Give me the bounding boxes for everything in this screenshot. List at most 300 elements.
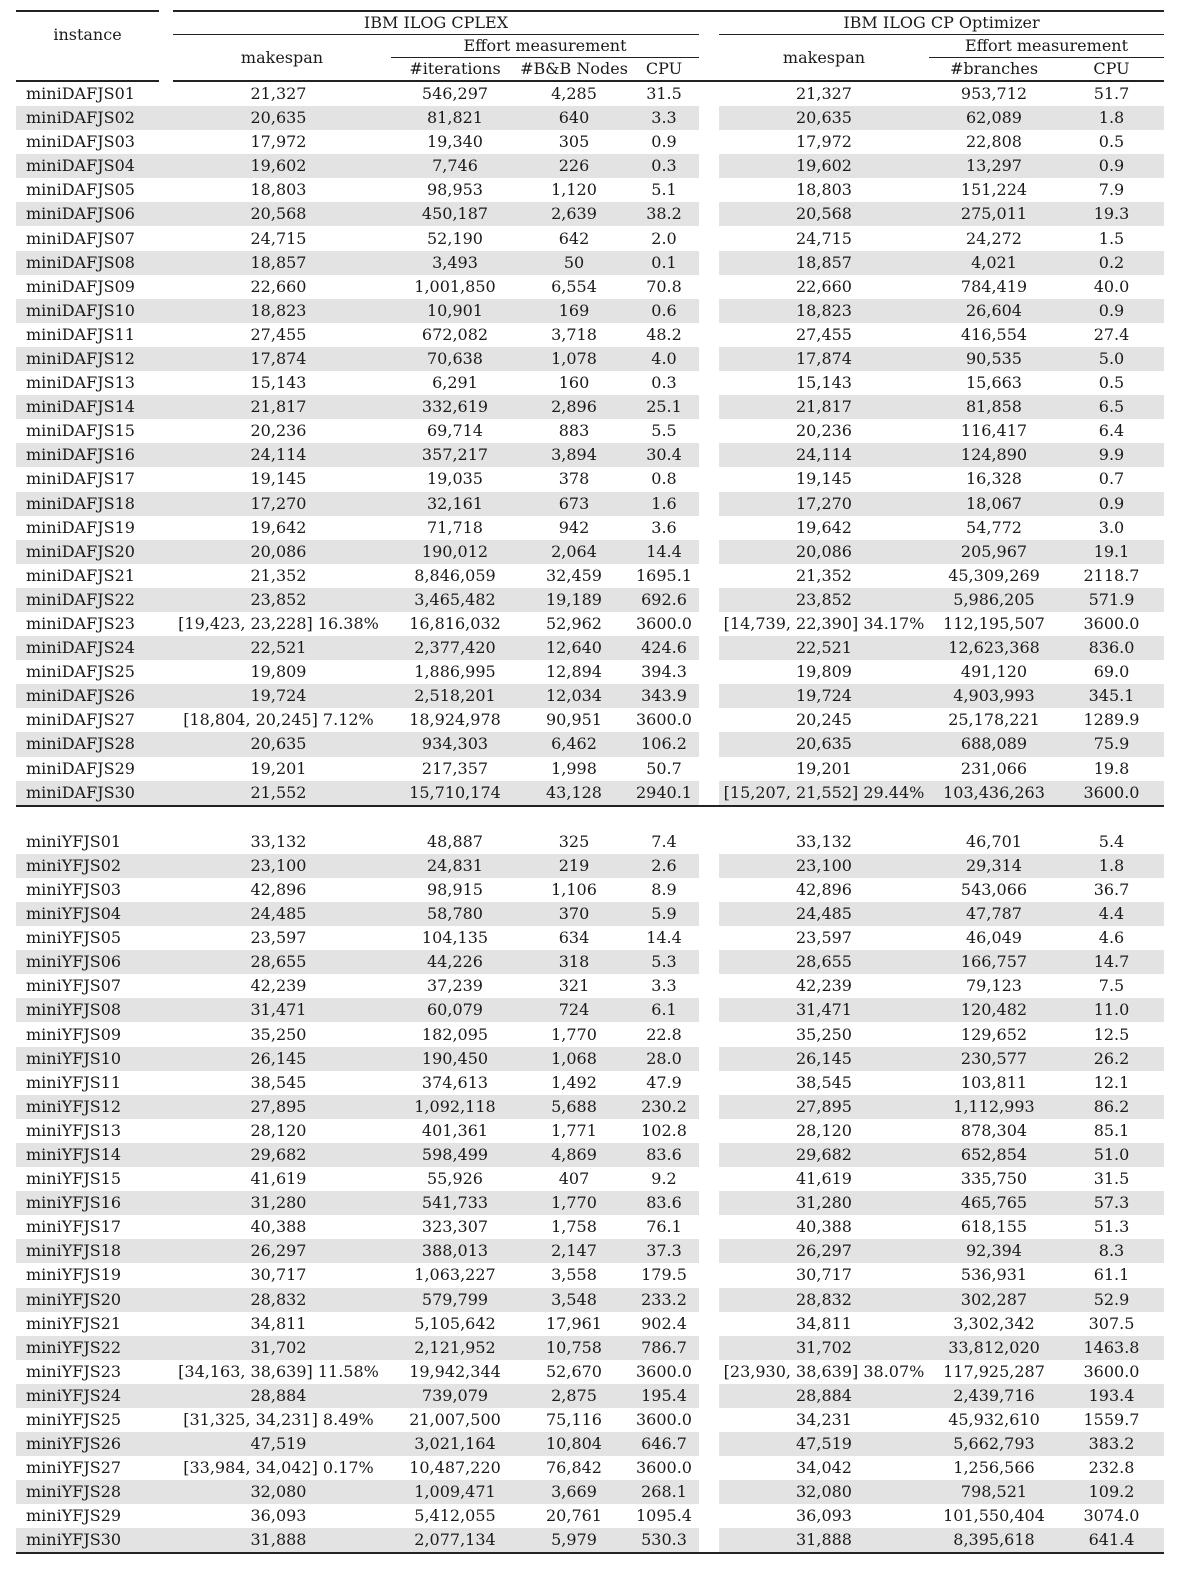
table-row (16, 950, 1164, 974)
branches-cell: 5,986,205 (929, 588, 1059, 612)
cp-cpu-cell: 27.4 (1093, 324, 1130, 344)
iterations-cell: 217,357 (421, 758, 489, 778)
table-row (16, 1408, 1164, 1432)
instance-cell: miniDAFJS27 (26, 710, 135, 730)
cp-cpu-cell: 69.0 (1093, 662, 1130, 682)
table-row (16, 830, 1164, 854)
cp-cpu-cell: 12.5 (1093, 1024, 1130, 1044)
cp-cpu-cell: 57.3 (1059, 1191, 1164, 1215)
cplex-makespan-cell: 23,852 (166, 588, 391, 612)
cplex-makespan-cell: 47,519 (166, 1432, 391, 1456)
instance-cell: miniDAFJS20 (16, 540, 166, 564)
instance-cell: miniYFJS03 (26, 879, 122, 899)
cplex-cpu-cell: 0.6 (629, 299, 699, 323)
column-gap (699, 830, 719, 854)
table-row (16, 1215, 1164, 1239)
table-row (16, 1528, 1164, 1553)
iterations-cell: 7,746 (391, 154, 519, 178)
instance-cell: miniDAFJS28 (16, 732, 166, 756)
column-gap (699, 419, 719, 443)
branches-cell: 1,112,993 (929, 1095, 1059, 1119)
cplex-makespan-cell: 33,132 (250, 831, 307, 851)
instance-cell: miniYFJS18 (16, 1239, 166, 1263)
section-gap (16, 806, 1164, 830)
instance-cell: miniDAFJS08 (16, 251, 166, 275)
cp-makespan-cell: 33,132 (796, 831, 852, 851)
cp-makespan-cell: 19,201 (796, 758, 852, 778)
column-gap (699, 540, 719, 564)
cp-makespan-cell: 31,280 (719, 1191, 929, 1215)
column-gap (699, 154, 719, 178)
cp-makespan-cell: 26,297 (719, 1239, 929, 1263)
table-row (16, 1480, 1164, 1504)
cplex-makespan-cell: 21,352 (250, 565, 307, 585)
column-gap (699, 732, 719, 756)
cplex-makespan-cell: 31,888 (166, 1528, 391, 1553)
bb-nodes-cell: 4,869 (519, 1143, 629, 1167)
cp-cpu-cell: 19.3 (1059, 202, 1164, 226)
instance-cell: miniYFJS14 (16, 1143, 166, 1167)
bb-nodes-cell: 19,189 (519, 588, 629, 612)
cp-cpu-cell: 0.9 (1059, 154, 1164, 178)
bb-nodes-cell: 673 (519, 492, 629, 516)
instance-cell: miniDAFJS04 (16, 154, 166, 178)
table-row (16, 1095, 1164, 1119)
iterations-cell: 19,340 (427, 132, 483, 152)
cplex-cpu-cell: 70.8 (646, 276, 682, 296)
bb-nodes-cell: 2,064 (519, 540, 629, 564)
branches-cell: 2,439,716 (929, 1384, 1059, 1408)
column-gap (699, 251, 719, 275)
column-gap (699, 1336, 719, 1360)
column-gap (699, 178, 719, 202)
iterations-cell: 934,303 (391, 732, 519, 756)
cp-makespan-cell: 19,602 (719, 154, 929, 178)
cp-cpu-cell: 3600.0 (1083, 1361, 1140, 1381)
cplex-makespan-cell: 20,568 (166, 202, 391, 226)
iterations-cell: 1,886,995 (414, 662, 496, 682)
branches-cell: 81,858 (929, 395, 1059, 419)
cplex-makespan-cell: 20,635 (166, 106, 391, 130)
iterations-cell: 401,361 (421, 1120, 489, 1140)
cp-cpu-cell: 61.1 (1093, 1265, 1130, 1285)
table-row (16, 636, 1164, 660)
cplex-cpu-cell: 9.2 (651, 1169, 677, 1189)
branches-cell: 416,554 (960, 324, 1028, 344)
cplex-cpu-cell: 30.4 (629, 443, 699, 467)
cp-cpu-cell: 0.5 (1098, 132, 1125, 152)
cplex-makespan-cell: 31,280 (166, 1191, 391, 1215)
table-row (16, 878, 1164, 902)
instance-cell: miniDAFJS26 (16, 684, 166, 708)
cp-cpu-cell: 40.0 (1093, 276, 1130, 296)
cplex-makespan-cell: 22,521 (166, 636, 391, 660)
column-gap (699, 1263, 719, 1287)
cplex-makespan-cell: 19,145 (250, 469, 307, 489)
cplex-cpu-cell: 0.3 (651, 373, 677, 393)
column-gap (699, 323, 719, 347)
column-gap (699, 130, 719, 154)
iterations-cell: 98,953 (427, 180, 483, 200)
cp-makespan-cell: 40,388 (796, 1217, 852, 1237)
cp-cpu-cell: 8.3 (1059, 1239, 1164, 1263)
cplex-cpu-cell: 6.1 (629, 998, 699, 1022)
iterations-cell: 18,924,978 (409, 710, 501, 730)
column-gap (699, 1191, 719, 1215)
column-gap (699, 1143, 719, 1167)
column-gap (699, 1215, 719, 1239)
cplex-cpu-cell: 3600.0 (636, 1458, 692, 1478)
instance-cell: miniYFJS23 (26, 1361, 122, 1381)
table-row (16, 708, 1164, 732)
cp-cpu-cell: 3600.0 (1083, 614, 1140, 634)
cplex-cpu-cell: 179.5 (641, 1265, 687, 1285)
column-gap (699, 636, 719, 660)
cp-makespan-cell: 38,545 (796, 1072, 852, 1092)
iterations-cell: 55,926 (427, 1169, 483, 1189)
cplex-makespan-cell: 26,297 (166, 1239, 391, 1263)
cp-cpu-cell: 3074.0 (1083, 1506, 1140, 1526)
iterations-cell: 2,518,201 (391, 684, 519, 708)
instance-cell: miniYFJS09 (26, 1024, 122, 1044)
bb-nodes-cell: 169 (519, 299, 629, 323)
branches-cell: 103,436,263 (929, 781, 1059, 806)
branches-cell: 1,256,566 (953, 1458, 1035, 1478)
iterations-cell: 19,942,344 (409, 1361, 501, 1381)
column-gap (699, 467, 719, 491)
instance-cell: miniYFJS10 (16, 1047, 166, 1071)
cp-makespan-cell: 29,682 (719, 1143, 929, 1167)
iterations-cell: 672,082 (421, 324, 489, 344)
iterations-cell: 739,079 (391, 1384, 519, 1408)
cp-makespan-cell: 17,972 (796, 132, 852, 152)
column-gap (699, 395, 719, 419)
cplex-cpu-cell: 3600.0 (636, 1410, 692, 1430)
cp-makespan-cell: 17,270 (719, 492, 929, 516)
cplex-makespan-cell: [19,423, 23,228] 16.38% (178, 614, 379, 634)
iterations-cell: 104,135 (421, 928, 489, 948)
cp-cpu-cell: 52.9 (1059, 1288, 1164, 1312)
cp-makespan-cell: 18,857 (719, 251, 929, 275)
cp-makespan-cell: 24,114 (719, 443, 929, 467)
table-row (16, 1384, 1164, 1408)
cp-makespan-cell: 28,655 (719, 950, 929, 974)
table-row (16, 1022, 1164, 1046)
bb-nodes-cell: 1,771 (551, 1120, 597, 1140)
cp-makespan-cell: 27,455 (796, 324, 852, 344)
iterations-cell: 541,733 (391, 1191, 519, 1215)
cp-cpu-cell: 1559.7 (1083, 1410, 1140, 1430)
cp-cpu-cell: 232.8 (1088, 1458, 1135, 1478)
cp-cpu-cell: 9.9 (1059, 443, 1164, 467)
cplex-makespan-cell: 27,895 (166, 1095, 391, 1119)
column-gap (699, 226, 719, 250)
instance-cell: miniDAFJS16 (16, 443, 166, 467)
iterations-cell: 1,063,227 (414, 1265, 496, 1285)
column-gap (699, 588, 719, 612)
table-row (16, 902, 1164, 926)
instance-cell: miniYFJS20 (16, 1288, 166, 1312)
branches-cell: 117,925,287 (943, 1361, 1045, 1381)
cp-cpu-cell: 571.9 (1059, 588, 1164, 612)
bb-nodes-cell: 724 (519, 998, 629, 1022)
cplex-makespan-cell: 20,236 (250, 421, 307, 441)
cp-makespan-cell: 32,080 (719, 1480, 929, 1504)
cp-cpu-cell: 6.4 (1098, 421, 1125, 441)
iterations-cell: 3,465,482 (391, 588, 519, 612)
cp-cpu-cell: 5.4 (1098, 831, 1125, 851)
table-row (16, 684, 1164, 708)
cplex-makespan-cell: 18,857 (166, 251, 391, 275)
branches-cell: 79,123 (966, 976, 1022, 996)
instance-cell: miniDAFJS29 (26, 758, 135, 778)
column-gap (699, 1022, 719, 1046)
table-row (16, 202, 1164, 226)
cplex-makespan-cell: 23,100 (166, 854, 391, 878)
cp-cpu-cell: 345.1 (1059, 684, 1164, 708)
cp-cpu-cell: 26.2 (1059, 1047, 1164, 1071)
cplex-makespan-cell: 40,388 (250, 1217, 307, 1237)
cplex-makespan-cell: 24,114 (166, 443, 391, 467)
instance-cell: miniDAFJS15 (26, 421, 135, 441)
column-gap (699, 1071, 719, 1095)
bb-nodes-cell: 6,554 (551, 276, 597, 296)
bb-nodes-cell: 305 (558, 132, 590, 152)
table-row (16, 1239, 1164, 1263)
instance-cell: miniYFJS06 (16, 950, 166, 974)
cplex-cpu-cell: 47.9 (646, 1072, 682, 1092)
cp-cpu-cell: 12.1 (1093, 1072, 1130, 1092)
instance-cell: miniYFJS27 (26, 1458, 122, 1478)
branches-cell: 3,302,342 (953, 1313, 1035, 1333)
table-row (16, 299, 1164, 323)
cplex-makespan-cell: [33,984, 34,042] 0.17% (183, 1458, 374, 1478)
branches-cell: 4,021 (929, 251, 1059, 275)
bb-nodes-cell: 17,961 (546, 1313, 602, 1333)
table-row (16, 540, 1164, 564)
cp-makespan-cell: 42,896 (796, 879, 852, 899)
cp-makespan-cell: 24,715 (796, 228, 852, 248)
column-gap (699, 106, 719, 130)
branches-cell: 8,395,618 (929, 1528, 1059, 1553)
iterations-cell: 3,493 (391, 251, 519, 275)
table-row (16, 1119, 1164, 1143)
column-gap (699, 1456, 719, 1480)
bb-nodes-cell: 226 (519, 154, 629, 178)
table-row (16, 732, 1164, 756)
dafjs-section (16, 81, 1164, 806)
cplex-cpu-cell: 3.6 (651, 517, 677, 537)
instance-cell: miniYFJS17 (26, 1217, 122, 1237)
cplex-makespan-cell: 18,803 (250, 180, 307, 200)
instance-cell: miniDAFJS18 (16, 492, 166, 516)
cplex-cpu-cell: 25.1 (629, 395, 699, 419)
table-row (16, 371, 1164, 395)
cplex-cpu-cell: 0.3 (629, 154, 699, 178)
cp-cpu-cell: 0.2 (1059, 251, 1164, 275)
cp-cpu-cell: 4.4 (1059, 902, 1164, 926)
instance-cell: miniDAFJS05 (26, 180, 135, 200)
iterations-cell: 332,619 (391, 395, 519, 419)
table-row (16, 516, 1164, 540)
instance-cell: miniYFJS19 (26, 1265, 122, 1285)
instance-cell: miniDAFJS22 (16, 588, 166, 612)
instance-cell: miniDAFJS25 (26, 662, 135, 682)
cp-cpu-cell: 3.0 (1098, 517, 1125, 537)
cplex-cpu-cell: 0.9 (651, 132, 677, 152)
instance-cell: miniDAFJS06 (16, 202, 166, 226)
bb-nodes-cell: 52,962 (546, 614, 602, 634)
table-row (16, 1263, 1164, 1287)
bb-nodes-cell: 1,770 (551, 1024, 597, 1044)
table-row (16, 757, 1164, 781)
iterations-cell: 5,105,642 (414, 1313, 496, 1333)
iterations-cell: 69,714 (427, 421, 483, 441)
column-gap (699, 950, 719, 974)
cplex-makespan-cell: 15,143 (250, 373, 307, 393)
instance-cell: miniYFJS08 (16, 998, 166, 1022)
bb-nodes-cell: 942 (558, 517, 590, 537)
cp-cpu-cell: 19.1 (1059, 540, 1164, 564)
iterations-cell: 357,217 (391, 443, 519, 467)
bb-nodes-cell: 5,688 (519, 1095, 629, 1119)
bb-nodes-cell: 3,669 (519, 1480, 629, 1504)
cp-cpu-cell: 1.5 (1098, 228, 1125, 248)
cplex-makespan-cell: 24,715 (250, 228, 307, 248)
cplex-makespan-cell: 32,080 (166, 1480, 391, 1504)
cplex-cpu-cell: 1695.1 (636, 565, 692, 585)
iterations-cell: 24,831 (391, 854, 519, 878)
iterations-cell: 5,412,055 (414, 1506, 496, 1526)
cplex-cpu-cell: 233.2 (629, 1288, 699, 1312)
instance-cell: miniDAFJS17 (26, 469, 135, 489)
instance-cell: miniYFJS26 (16, 1432, 166, 1456)
iterations-cell: 374,613 (421, 1072, 489, 1092)
bb-nodes-cell: 642 (558, 228, 590, 248)
iterations-cell: 70,638 (391, 347, 519, 371)
cplex-makespan-cell: 21,327 (250, 84, 307, 103)
branches-cell: 18,067 (929, 492, 1059, 516)
cp-cpu-cell: 109.2 (1059, 1480, 1164, 1504)
cplex-cpu-cell: 646.7 (629, 1432, 699, 1456)
cp-cpu-cell: 641.4 (1059, 1528, 1164, 1553)
cp-makespan-cell: 20,635 (719, 732, 929, 756)
column-gap (699, 1432, 719, 1456)
table-row (16, 1191, 1164, 1215)
instance-cell: miniDAFJS03 (26, 132, 135, 152)
cplex-cpu-cell: 14.4 (629, 540, 699, 564)
bb-nodes-cell: 1,758 (551, 1217, 597, 1237)
branches-cell: 46,049 (966, 928, 1022, 948)
table-row (16, 81, 1164, 106)
branches-cell: 231,066 (960, 758, 1028, 778)
cplex-makespan-cell: 31,702 (166, 1336, 391, 1360)
iterations-cell: 598,499 (391, 1143, 519, 1167)
branches-cell: 124,890 (929, 443, 1059, 467)
table-row (16, 1071, 1164, 1095)
cp-makespan-cell: 20,236 (796, 421, 852, 441)
cplex-cpu-cell: 2.0 (651, 228, 677, 248)
column-gap (699, 443, 719, 467)
cplex-cpu-cell: 268.1 (629, 1480, 699, 1504)
branches-cell: 116,417 (960, 421, 1028, 441)
cp-makespan-cell: 42,239 (796, 976, 852, 996)
cp-cpu-cell: 19.8 (1093, 758, 1130, 778)
branches-cell: 90,535 (929, 347, 1059, 371)
cplex-makespan-cell: 23,597 (250, 928, 307, 948)
table-row (16, 660, 1164, 684)
iterations-cell: 2,077,134 (391, 1528, 519, 1553)
cp-makespan-cell: 31,471 (719, 998, 929, 1022)
cp-cpu-cell: 307.5 (1088, 1313, 1135, 1333)
branches-cell: 46,701 (966, 831, 1022, 851)
cplex-cpu-cell: 3.3 (629, 106, 699, 130)
cp-makespan-cell: 20,086 (719, 540, 929, 564)
bb-nodes-cell: 3,548 (519, 1288, 629, 1312)
column-gap (699, 516, 719, 540)
iterations-header: #iterations (391, 58, 519, 82)
instance-cell: miniYFJS02 (16, 854, 166, 878)
cp-cpu-cell: 383.2 (1059, 1432, 1164, 1456)
cp-cpu-cell: 31.5 (1093, 1169, 1130, 1189)
cplex-cpu-cell: 83.6 (629, 1191, 699, 1215)
branches-cell: 29,314 (929, 854, 1059, 878)
branches-cell: 13,297 (929, 154, 1059, 178)
cplex-makespan-cell: 28,120 (250, 1120, 307, 1140)
branches-cell: 45,932,610 (948, 1410, 1040, 1430)
instance-cell: miniYFJS28 (16, 1480, 166, 1504)
table-row (16, 226, 1164, 250)
branches-cell: 103,811 (960, 1072, 1028, 1092)
instance-cell: miniDAFJS12 (16, 347, 166, 371)
cp-cpu-cell: 51.7 (1093, 84, 1130, 103)
table-row (16, 1312, 1164, 1336)
bb-nodes-cell: 12,640 (519, 636, 629, 660)
iterations-cell: 2,121,952 (391, 1336, 519, 1360)
table-row (16, 275, 1164, 299)
cplex-makespan-cell: 17,972 (250, 132, 307, 152)
cplex-cpu-cell: 76.1 (646, 1217, 682, 1237)
cplex-makespan-cell: 38,545 (250, 1072, 307, 1092)
bb-nodes-cell: 1,492 (551, 1072, 597, 1092)
branches-cell: 798,521 (929, 1480, 1059, 1504)
column-gap (699, 492, 719, 516)
cplex-cpu-cell: 0.1 (629, 251, 699, 275)
cp-makespan-cell: [14,739, 22,390] 34.17% (723, 614, 925, 634)
table-row (16, 1047, 1164, 1071)
instance-cell: miniDAFJS19 (26, 517, 135, 537)
cplex-cpu-cell: 1.6 (629, 492, 699, 516)
iterations-cell: 48,887 (427, 831, 483, 851)
column-gap (699, 1312, 719, 1336)
column-gap (699, 1528, 719, 1553)
branches-cell: 129,652 (960, 1024, 1028, 1044)
column-gap (699, 1095, 719, 1119)
instance-cell: miniYFJS15 (26, 1169, 122, 1189)
cp-cpu-cell: 3600.0 (1059, 781, 1164, 806)
bb-nodes-cell: 52,670 (546, 1361, 602, 1381)
column-gap (699, 1288, 719, 1312)
cp-cpu-cell: 1289.9 (1083, 710, 1140, 730)
cp-makespan-cell: 21,817 (719, 395, 929, 419)
bb-nodes-cell: 378 (558, 469, 590, 489)
instance-cell: miniDAFJS14 (16, 395, 166, 419)
bb-nodes-cell: 6,462 (519, 732, 629, 756)
cplex-makespan-cell: 20,635 (166, 732, 391, 756)
cp-cpu-cell: 85.1 (1093, 1120, 1130, 1140)
cplex-cpu-cell: 902.4 (641, 1313, 687, 1333)
instance-header: instance (53, 25, 122, 44)
